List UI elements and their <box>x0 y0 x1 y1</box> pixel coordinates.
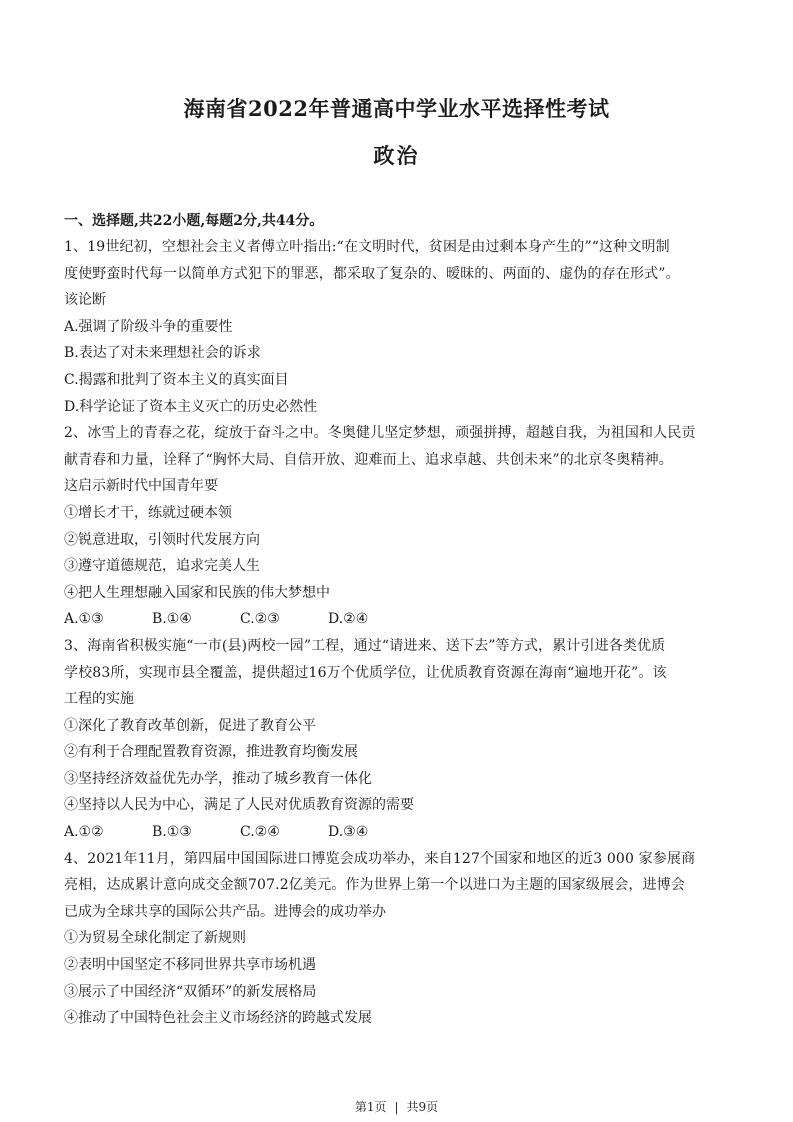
statement-item: ②锐意进取，引领时代发展方向 <box>64 531 260 548</box>
statement-item: ④把人生理想融入国家和民族的伟大梦想中 <box>64 584 330 601</box>
footer-separator: | <box>394 1100 399 1114</box>
option-a: A.①③ <box>64 611 104 628</box>
answer-options <box>64 606 734 633</box>
question-stem-line: 度使野蛮时代每一以简单方式犯下的罪恶，都采取了复杂的、暧昧的、两面的、虚伪的存在形式”。 <box>64 265 680 282</box>
statement-item: ④推动了中国特色社会主义市场经济的跨越式发展 <box>64 1010 372 1027</box>
choice-d: D.科学论证了资本主义灭亡的历史必然性 <box>64 398 318 415</box>
choice-b: B.表达了对未来理想社会的诉求 <box>64 345 261 362</box>
question-4 <box>64 846 734 1032</box>
question-2 <box>64 420 734 633</box>
statement-item: ③遵守道德规范，追求完美人生 <box>64 558 260 575</box>
exam-title: 海南省2022年普通高中学业水平选择性考试 <box>183 96 610 121</box>
question-stem-line: 亮相，达成累计意向成交金额707.2亿美元。作为世界上第一个以进口为主题的国家级展会，进博会 <box>64 877 685 894</box>
page-number: 第1页 <box>354 1100 387 1114</box>
statement-item: ③坚持经济效益优先办学，推动了城乡教育一体化 <box>64 770 372 787</box>
choice-c: C.揭露和批判了资本主义的真实面目 <box>64 371 289 388</box>
option-a: A.①② <box>64 824 104 841</box>
question-stem-line: 3、海南省积极实施“一市(县)两校一园”工程，通过“请进来、送下去”等方式，累计引进各类优质 <box>64 637 666 654</box>
option-c: C.②④ <box>240 824 280 841</box>
statement-item: ②表明中国坚定不移同世界共享市场机遇 <box>64 957 316 974</box>
question-stem-line: 学校83所，实现市县全覆盖，提供超过16万个优质学位，让优质教育资源在海南“遍地开花”。该 <box>64 664 667 681</box>
question-list <box>64 234 734 1032</box>
question-stem-line: 1、19世纪初，空想社会主义者傅立叶指出:“在文明时代，贫困是由过剩本身产生的”“这种文明制 <box>64 239 670 255</box>
question-stem-line: 4、2021年11月，第四届中国国际进口博览会成功举办，来自127个国家和地区的近3 000 家参展商 <box>64 850 696 867</box>
page-footer <box>0 1098 793 1115</box>
statement-item: ④坚持以人民为中心，满足了人民对优质教育资源的需要 <box>64 797 414 814</box>
option-d: D.②④ <box>328 611 369 628</box>
question-3 <box>64 633 734 846</box>
question-stem-line: 这启示新时代中国青年要 <box>64 478 218 495</box>
option-c: C.②③ <box>240 611 280 628</box>
question-stem-line: 该论断 <box>64 292 106 309</box>
choice-a: A.强调了阶级斗争的重要性 <box>64 318 233 335</box>
statement-item: ①增长才干，练就过硬本领 <box>64 504 232 521</box>
statement-item: ①深化了教育改革创新，促进了教育公平 <box>64 717 316 734</box>
question-stem-line: 2、冰雪上的青春之花，绽放于奋斗之中。冬奥健儿坚定梦想，顽强拼搏，超越自我，为祖国和人民贡 <box>64 425 696 442</box>
statement-item: ①为贸易全球化制定了新规则 <box>64 930 246 947</box>
subject-title: 政治 <box>373 143 420 168</box>
statement-item: ③展示了中国经济“双循环”的新发展格局 <box>64 983 317 1000</box>
question-1 <box>64 234 734 420</box>
option-b: B.①③ <box>152 824 192 841</box>
question-stem-line: 献青春和力量，诠释了“胸怀大局、自信开放、迎难而上、追求卓越、共创未来”的北京冬奥精神。 <box>64 451 673 468</box>
option-d: D.③④ <box>328 824 369 841</box>
answer-options <box>64 819 734 846</box>
page-total: 共9页 <box>406 1100 439 1114</box>
section-heading: 一、选择题,共22小题,每题2分,共44分。 <box>64 213 324 229</box>
question-stem-line: 工程的实施 <box>64 691 134 708</box>
option-b: B.①④ <box>152 611 192 628</box>
statement-item: ②有利于合理配置教育资源，推进教育均衡发展 <box>64 744 358 761</box>
question-stem-line: 已成为全球共享的国际公共产品。进博会的成功举办 <box>64 903 386 920</box>
